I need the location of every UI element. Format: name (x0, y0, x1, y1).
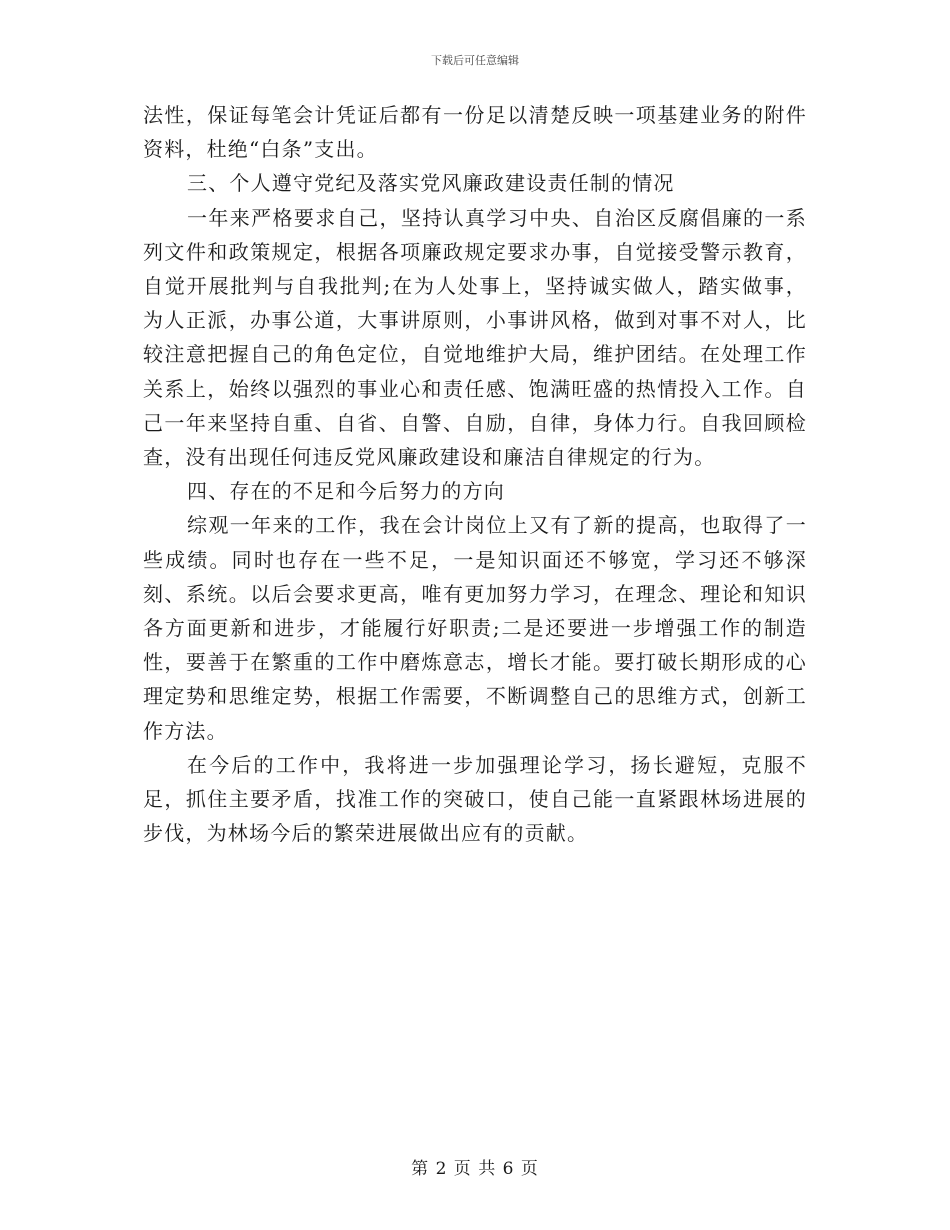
paragraph-self-discipline: 一年来严格要求自己，坚持认真学习中央、自治区反腐倡廉的一系列文件和政策规定，根据各项廉政规定要求办事，自觉接受警示教育，自觉开展批判与自我批判;在为人处事上，坚持诚实做人，踏实做事，为人正派，办事公道，大事讲原则，小事讲风格，做到对事不对人，比较注意把握自己的角色定位，自觉地维护大局，维护团结。在处理工作关系上，始终以强烈的事业心和责任感、饱满旺盛的热情投入工作。自己一年来坚持自重、自省、自警、自励，自律，身体力行。自我回顾检查，没有出现任何违反党风廉政建设和廉洁自律规定的行为。 (143, 205, 807, 470)
section-heading-4: 四、存在的不足和今后努力的方向 (187, 479, 505, 504)
page-number: 第 2 页 共 6 页 (411, 1159, 539, 1179)
paragraph-future-work: 在今后的工作中，我将进一步加强理论学习，扬长避短，克服不足，抓住主要矛盾，找准工作的突破口，使自己能一直紧跟林场进展的步伐，为林场今后的繁荣进展做出应有的贡献。 (143, 752, 807, 846)
download-note: 下载后可任意编辑 (431, 54, 519, 67)
section-heading-3: 三、个人遵守党纪及落实党风廉政建设责任制的情况 (187, 171, 675, 196)
paragraph-shortcomings: 综观一年来的工作，我在会计岗位上又有了新的提高，也取得了一些成绩。同时也存在一些不足，一是知识面还不够宽，学习还不够深刻、系统。以后会要求更高，唯有更加努力学习，在理念、理论和知识各方面更新和进步，才能履行好职责;二是还要进一步增强工作的制造性，要善于在繁重的工作中磨炼意志，增长才能。要打破长期形成的心理定势和思维定势，根据工作需要，不断调整自己的思维方式，创新工作方法。 (143, 513, 807, 743)
paragraph-continuation: 法性，保证每笔会计凭证后都有一份足以清楚反映一项基建业务的附件资料，杜绝“白条”支出。 (143, 103, 807, 162)
document-body (143, 98, 807, 850)
